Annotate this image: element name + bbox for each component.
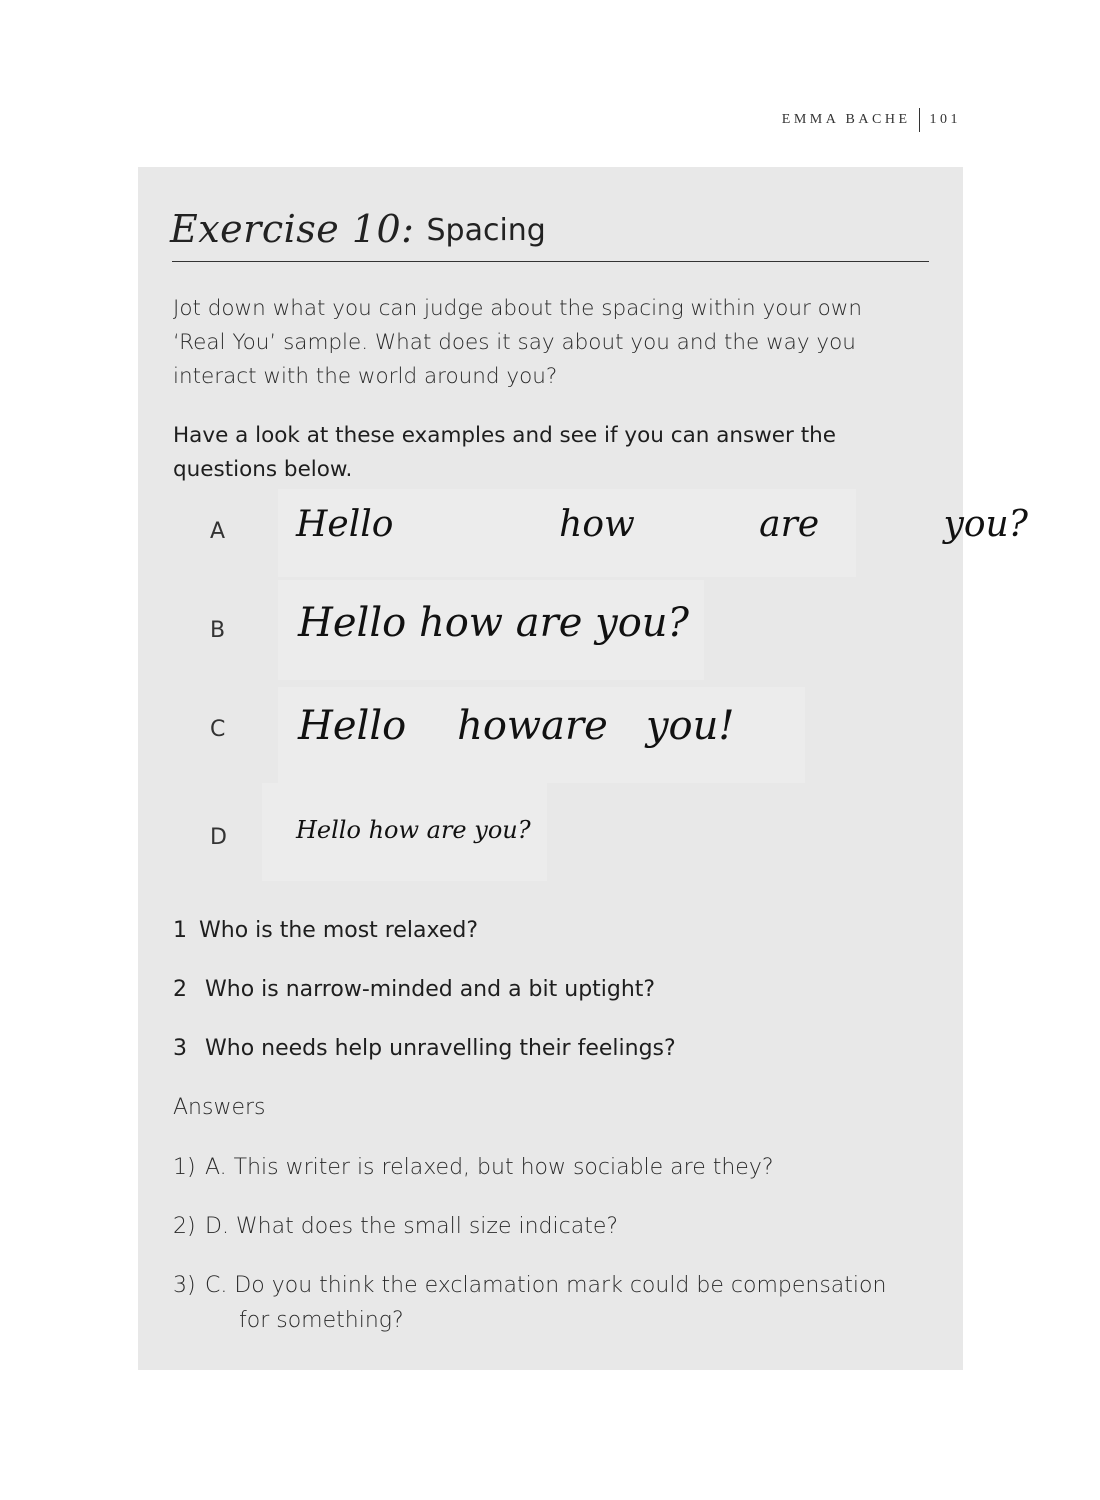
answer-number: 2)	[173, 1214, 196, 1239]
question-number: 1	[173, 918, 187, 943]
question-3	[173, 1036, 676, 1061]
exercise-heading	[170, 191, 546, 251]
sample-letter: C	[210, 717, 226, 742]
answer-text: C. Do you think the exclamation mark could be compensation	[205, 1273, 887, 1298]
running-head	[782, 108, 961, 132]
question-number: 3	[173, 1036, 187, 1061]
question-2	[173, 977, 655, 1002]
page-number: 101	[929, 112, 961, 127]
sample-letter: B	[210, 618, 226, 643]
question-text: Who is narrow-minded and a bit uptight?	[205, 977, 656, 1002]
answers-label: Answers	[173, 1095, 266, 1120]
answer-continuation: for something?	[239, 1308, 404, 1333]
exercise-script-label: Exercise 10:	[170, 207, 415, 251]
sample-letter: D	[210, 825, 227, 850]
question-number: 2	[173, 977, 187, 1002]
answer-text: D. What does the small size indicate?	[205, 1214, 619, 1239]
handwriting-sample: Hello howare you!	[278, 687, 805, 783]
answer-2	[173, 1209, 933, 1244]
question-text: Who needs help unravelling their feelings?	[205, 1036, 676, 1061]
exercise-title: Spacing	[426, 213, 546, 248]
handwriting-sample: Hello how are you?	[262, 783, 547, 881]
answer-number: 1)	[173, 1155, 196, 1180]
sample-letter: A	[210, 519, 226, 544]
author-name: EMMA BACHE	[781, 112, 911, 127]
prompt-paragraph: Have a look at these examples and see if you can answer the questions below.	[173, 423, 836, 482]
answer-3	[173, 1268, 933, 1338]
intro-paragraph: Jot down what you can judge about the spacing within your own ‘Real You’ sample. What does it say about you and the way you interact with the world around you?	[173, 296, 863, 389]
exercise-panel	[138, 167, 1028, 1370]
handwriting-sample: Hello how are you?	[278, 580, 704, 680]
heading-rule	[172, 261, 929, 262]
question-1	[173, 918, 478, 943]
answer-number: 3)	[173, 1273, 196, 1298]
question-text: Who is the most relaxed?	[199, 918, 478, 943]
handwriting-sample: Hello how are you?	[278, 489, 856, 577]
answer-1	[173, 1150, 933, 1185]
answer-text: A. This writer is relaxed, but how sociable are they?	[205, 1155, 774, 1180]
header-divider	[919, 108, 920, 132]
